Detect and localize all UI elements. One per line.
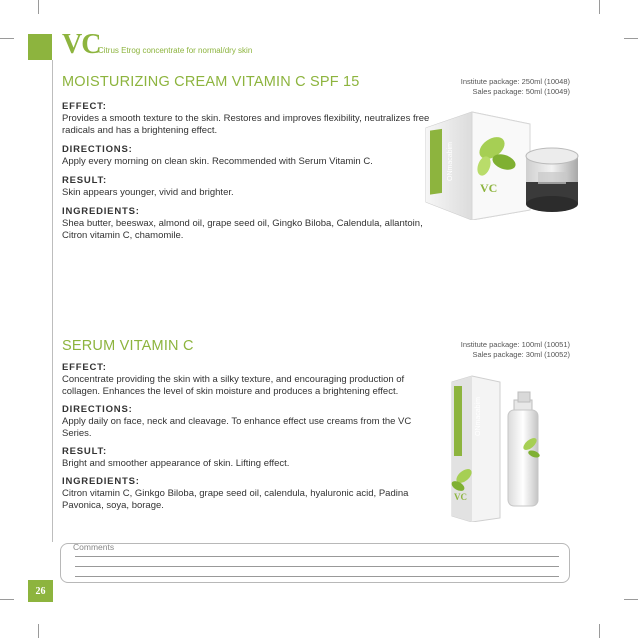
effect-section bbox=[62, 101, 437, 137]
box-brand-text: ONmacabim bbox=[447, 142, 454, 181]
crop-mark bbox=[0, 38, 14, 39]
result-heading: RESULT: bbox=[62, 446, 108, 457]
result-text: Bright and smoother appearance of skin. Lifting effect. bbox=[62, 458, 290, 469]
comments-box[interactable] bbox=[60, 543, 570, 583]
comments-label: Comments bbox=[73, 542, 115, 552]
vc-logo: VC bbox=[62, 29, 101, 60]
directions-heading: DIRECTIONS: bbox=[62, 404, 133, 415]
ingredients-text: Shea butter, beeswax, almond oil, grape seed oil, Gingko Biloba, Calendula, allantoin, Citron vitamin C, chamomile. bbox=[62, 218, 423, 241]
header-subtitle: Citrus Etrog concentrate for normal/dry skin bbox=[98, 46, 253, 55]
crop-mark bbox=[624, 38, 638, 39]
directions-heading: DIRECTIONS: bbox=[62, 144, 133, 155]
effect-section bbox=[62, 362, 437, 398]
margin-rule bbox=[52, 60, 53, 542]
result-text: Skin appears younger, vivid and brighter. bbox=[62, 187, 234, 198]
crop-mark bbox=[599, 0, 600, 14]
ingredients-heading: INGREDIENTS: bbox=[62, 206, 140, 217]
crop-mark bbox=[599, 624, 600, 638]
ingredients-section bbox=[62, 206, 437, 242]
result-section bbox=[62, 446, 437, 470]
ingredients-section bbox=[62, 476, 437, 512]
institute-package: Institute package: 250ml (10048) bbox=[460, 77, 570, 86]
comment-line bbox=[75, 556, 559, 557]
package-info bbox=[461, 340, 570, 360]
box-vc-text: VC bbox=[454, 492, 467, 502]
institute-package: Institute package: 100ml (10051) bbox=[460, 340, 570, 349]
box-vc-text: VC bbox=[480, 181, 498, 195]
effect-heading: EFFECT: bbox=[62, 362, 107, 373]
page-number: 26 bbox=[28, 580, 53, 602]
directions-text: Apply daily on face, neck and cleavage. To enhance effect use creams from the VC Series. bbox=[62, 416, 412, 439]
crop-mark bbox=[0, 599, 14, 600]
effect-text: Concentrate providing the skin with a silky texture, and encouraging production of collagen. Enhances the level of skin moisture and produces a brightening effect. bbox=[62, 374, 405, 397]
crop-mark bbox=[38, 624, 39, 638]
box-brand-text: ONmacabim bbox=[475, 397, 482, 436]
comment-line bbox=[75, 566, 559, 567]
result-section bbox=[62, 175, 437, 199]
sales-package: Sales package: 50ml (10049) bbox=[472, 87, 570, 96]
cream-product-image bbox=[420, 98, 580, 220]
ingredients-heading: INGREDIENTS: bbox=[62, 476, 140, 487]
product-title: MOISTURIZING CREAM VITAMIN C SPF 15 bbox=[62, 74, 360, 90]
crop-mark bbox=[624, 599, 638, 600]
product-title: SERUM VITAMIN C bbox=[62, 338, 194, 354]
ingredients-text: Citron vitamin C, Ginkgo Biloba, grape seed oil, calendula, hyaluronic acid, Padina Pavonica, soya, borage. bbox=[62, 488, 409, 511]
directions-section bbox=[62, 144, 437, 168]
sales-package: Sales package: 30ml (10052) bbox=[472, 350, 570, 359]
effect-heading: EFFECT: bbox=[62, 101, 107, 112]
directions-section bbox=[62, 404, 437, 440]
serum-product-image bbox=[448, 372, 558, 522]
crop-mark bbox=[38, 0, 39, 14]
directions-text: Apply every morning on clean skin. Recommended with Serum Vitamin C. bbox=[62, 156, 373, 167]
result-heading: RESULT: bbox=[62, 175, 108, 186]
header-accent-tab bbox=[28, 34, 52, 60]
effect-text: Provides a smooth texture to the skin. Restores and improves flexibility, neutralizes free radicals and has a brightening effect. bbox=[62, 113, 430, 136]
comment-line bbox=[75, 576, 559, 577]
package-info bbox=[461, 77, 570, 97]
